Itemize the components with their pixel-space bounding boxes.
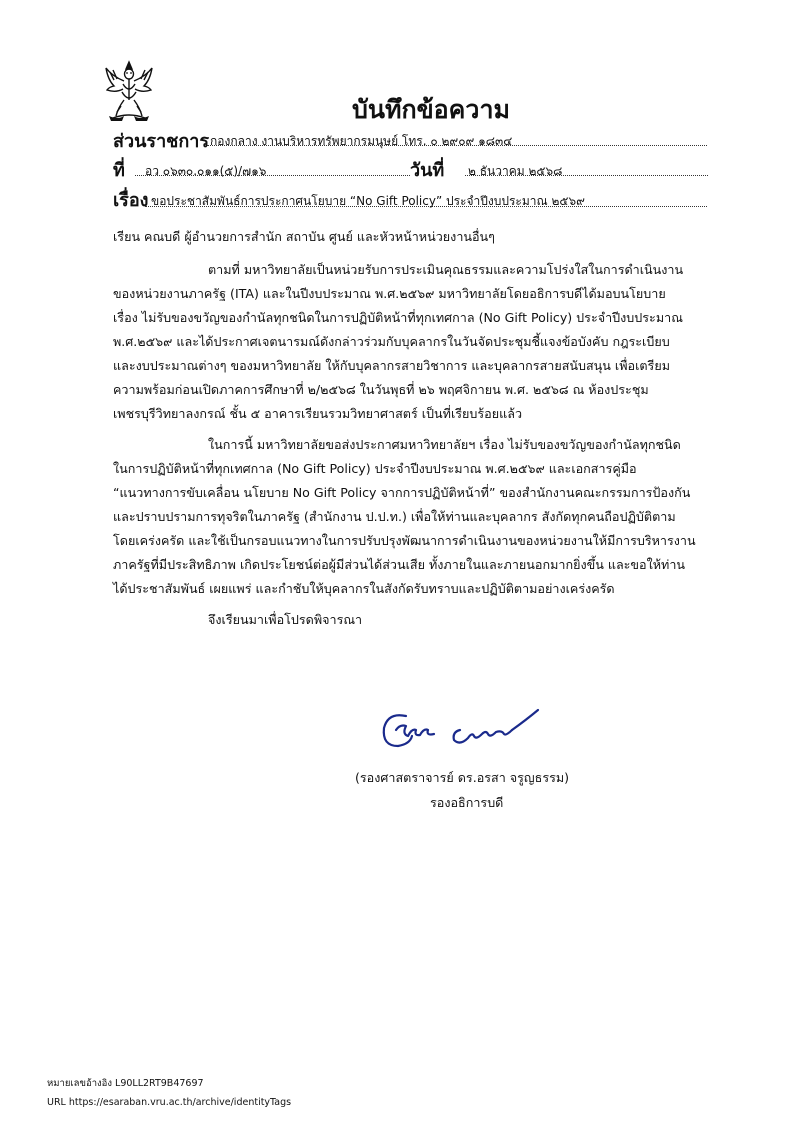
paragraph1-line: พ.ศ.๒๕๖๙ และได้ประกาศเจตนารมณ์ดังกล่าวร่วมกับบุคลากรในวันจัดประชุมชี้แจงข้อบังคับ กฎระเบียบ xyxy=(113,334,670,349)
signatory-position: รองอธิการบดี xyxy=(430,795,504,810)
subject-value: ขอประชาสัมพันธ์การประกาศนโยบาย “No Gift Policy” ประจำปีงบประมาณ ๒๕๖๙ xyxy=(151,194,585,208)
paragraph2-line: และปราบปรามการทุจริตในภาครัฐ (สำนักงาน ป.ป.ท.) เพื่อให้ท่านและบุคลากร สังกัดทุกคนถือปฏิบัติตาม xyxy=(113,509,676,524)
agency-value: กองกลาง งานบริหารทรัพยากรมนุษย์ โทร. ๐ ๒๙๐๙ ๑๘๓๔ xyxy=(210,134,513,148)
ref-value: อว ๐๖๓๐.๐๑๑(๕)/๗๑๖ xyxy=(145,164,267,178)
footer-url[interactable]: URL https://esaraban.vru.ac.th/archive/identityTags xyxy=(47,1097,292,1108)
document-title: บันทึกข้อความ xyxy=(352,95,510,124)
paragraph1-line: เรื่อง ไม่รับของขวัญของกำนัลทุกชนิดในการปฏิบัติหน้าที่ทุกเทศกาล (No Gift Policy) ประจำปีงบประมาณ xyxy=(113,310,683,325)
garuda-emblem-icon xyxy=(104,60,154,122)
closing-text: จึงเรียนมาเพื่อโปรดพิจารณา xyxy=(208,612,363,627)
paragraph2-line: “แนวทางการขับเคลื่อน นโยบาย No Gift Policy จากการปฏิบัติหน้าที่” ของสำนักงานคณะกรรมการป้องกัน xyxy=(113,485,691,500)
paragraph2-line: ในการนี้ มหาวิทยาลัยขอส่งประกาศมหาวิทยาลัยฯ เรื่อง ไม่รับของขวัญของกำนัลทุกชนิด xyxy=(208,437,681,452)
paragraph1-line: ตามที่ มหาวิทยาลัยเป็นหน่วยรับการประเมินคุณธรรมและความโปร่งใสในการดำเนินงาน xyxy=(208,262,684,277)
paragraph2-line: ได้ประชาสัมพันธ์ เผยแพร่ และกำชับให้บุคลากรในสังกัดรับทราบและปฏิบัติตามอย่างเคร่งครัด xyxy=(113,581,615,596)
paragraph2-line: ในการปฏิบัติหน้าที่ทุกเทศกาล (No Gift Policy) ประจำปีงบประมาณ พ.ศ.๒๕๖๙ และเอกสารคู่มือ xyxy=(113,461,637,476)
ref-label: ที่ xyxy=(113,160,125,181)
handwritten-signature xyxy=(378,702,543,757)
salutation: เรียน คณบดี ผู้อำนวยการสำนัก สถาบัน ศูนย์ และหัวหน้าหน่วยงานอื่นๆ xyxy=(113,229,495,244)
paragraph2-line: โดยเคร่งครัด และใช้เป็นกรอบแนวทางในการปรับปรุงพัฒนาการดำเนินงานของหน่วยงานให้มีการบริหารงาน xyxy=(113,533,696,548)
date-label: วันที่ xyxy=(410,160,445,181)
paragraph1-line: เพชรบุรีวิทยาลงกรณ์ ชั้น ๕ อาคารเรียนรวมวิทยาศาสตร์ เป็นที่เรียบร้อยแล้ว xyxy=(113,406,523,421)
paragraph1-line: และงบประมาณต่างๆ ของมหาวิทยาลัย ให้กับบุคลากรสายวิชาการ และบุคลากรสายสนับสนุน เพื่อเตรียม xyxy=(113,358,670,373)
signatory-name: (รองศาสตราจารย์ ดร.อรสา จรูญธรรม) xyxy=(355,770,570,785)
paragraph2-line: ภาครัฐที่มีประสิทธิภาพ เกิดประโยชน์ต่อผู้มีส่วนได้ส่วนเสีย ทั้งภายในและภายนอกมากยิ่งขึ้น และขอให้ท่าน xyxy=(113,557,686,572)
agency-label: ส่วนราชการ xyxy=(113,131,210,152)
footer-reference-number: หมายเลขอ้างอิง L90LL2RT9B47697 xyxy=(47,1078,204,1089)
paragraph1-line: ความพร้อมก่อนเปิดภาคการศึกษาที่ ๒/๒๕๖๘ ในวันพุธที่ ๒๖ พฤศจิกายน พ.ศ. ๒๕๖๘ ณ ห้องประชุม xyxy=(113,382,649,397)
paragraph1-line: ของหน่วยงานภาครัฐ (ITA) และในปีงบประมาณ พ.ศ.๒๕๖๙ มหาวิทยาลัยโดยอธิการบดีได้มอบนโยบาย xyxy=(113,286,666,301)
date-value: ๒ ธันวาคม ๒๕๖๘ xyxy=(468,164,563,178)
subject-label: เรื่อง xyxy=(113,190,149,211)
